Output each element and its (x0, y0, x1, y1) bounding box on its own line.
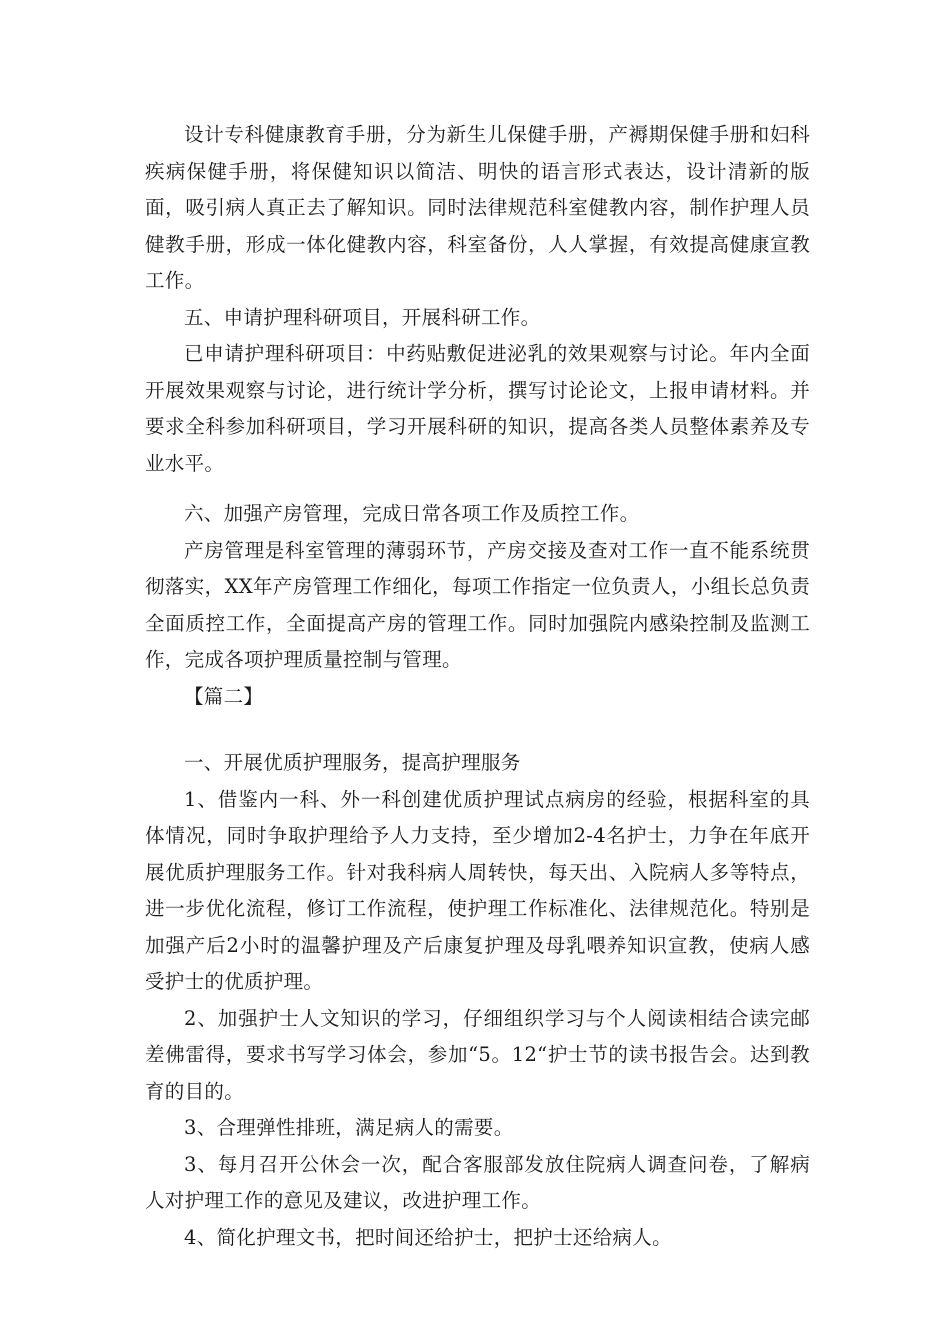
list-item-2: 2、加强护士人文知识的学习，仔细组织学习与个人阅读相结合读完邮差佛雷得，要求书写学习体会，参加“5。12“护士节的读书报告会。达到教育的目的。 (145, 1006, 810, 1103)
list-item-3a: 3、合理弹性排班，满足病人的需要。 (184, 1116, 514, 1139)
section-heading-quality-care: 一、开展优质护理服务，提高护理服务 (184, 751, 521, 774)
section-heading-delivery-room: 六、加强产房管理，完成日常各项工作及质控工作。 (184, 502, 640, 525)
paragraph-delivery-room: 产房管理是科室管理的薄弱环节，产房交接及查对工作一直不能系统贯彻落实，XX年产房管理工作细化，每项工作指定一位负责人，小组长总负责全面质控工作，全面提高产房的管理工作。同时加强院内感染控制及监测工作，完成各项护理质量控制与管理。 (145, 538, 810, 671)
paragraph-health-education: 设计专科健康教育手册，分为新生儿保健手册，产褥期保健手册和妇科疾病保健手册，将保健知识以简洁、明快的语言形式表达，设计清新的版面，吸引病人真正去了解知识。同时法律规范科室健教内容，制作护理人员健教手册，形成一体化健教内容，科室备份，人人掌握，有效提高健康宣教工作。 (145, 123, 810, 292)
list-item-1: 1、借鉴内一科、外一科创建优质护理试点病房的经验，根据科室的具体情况，同时争取护理给予人力支持，至少增加2-4名护士，力争在年底开展优质护理服务工作。针对我科病人周转快，每天出、入院病人多等特点，进一步优化流程，修订工作流程，使护理工作标准化、法律规范化。特别是加强产后2小时的温馨护理及产后康复护理及母乳喂养知识宣教，使病人感受护士的优质护理。 (145, 787, 810, 993)
paragraph-research: 已申请护理科研项目：中药贴敷促进泌乳的效果观察与讨论。年内全面开展效果观察与讨论，进行统计学分析，撰写讨论论文，上报申请材料。并要求全科参加科研项目，学习开展科研的知识，提高各类人员整体素养及专业水平。 (145, 342, 810, 475)
section-heading-research: 五、申请护理科研项目，开展科研工作。 (184, 305, 541, 329)
document-body (145, 117, 810, 1256)
list-item-3b: 3、每月召开公休会一次，配合客服部发放住院病人调查问卷，了解病人对护理工作的意见及建议，改进护理工作。 (145, 1152, 810, 1212)
spacer (145, 482, 810, 496)
section-marker-part-two: 【篇二】 (184, 684, 264, 708)
spacer (145, 715, 810, 745)
list-item-4: 4、简化护理文书，把时间还给护士，把护士还给病人。 (184, 1225, 672, 1249)
